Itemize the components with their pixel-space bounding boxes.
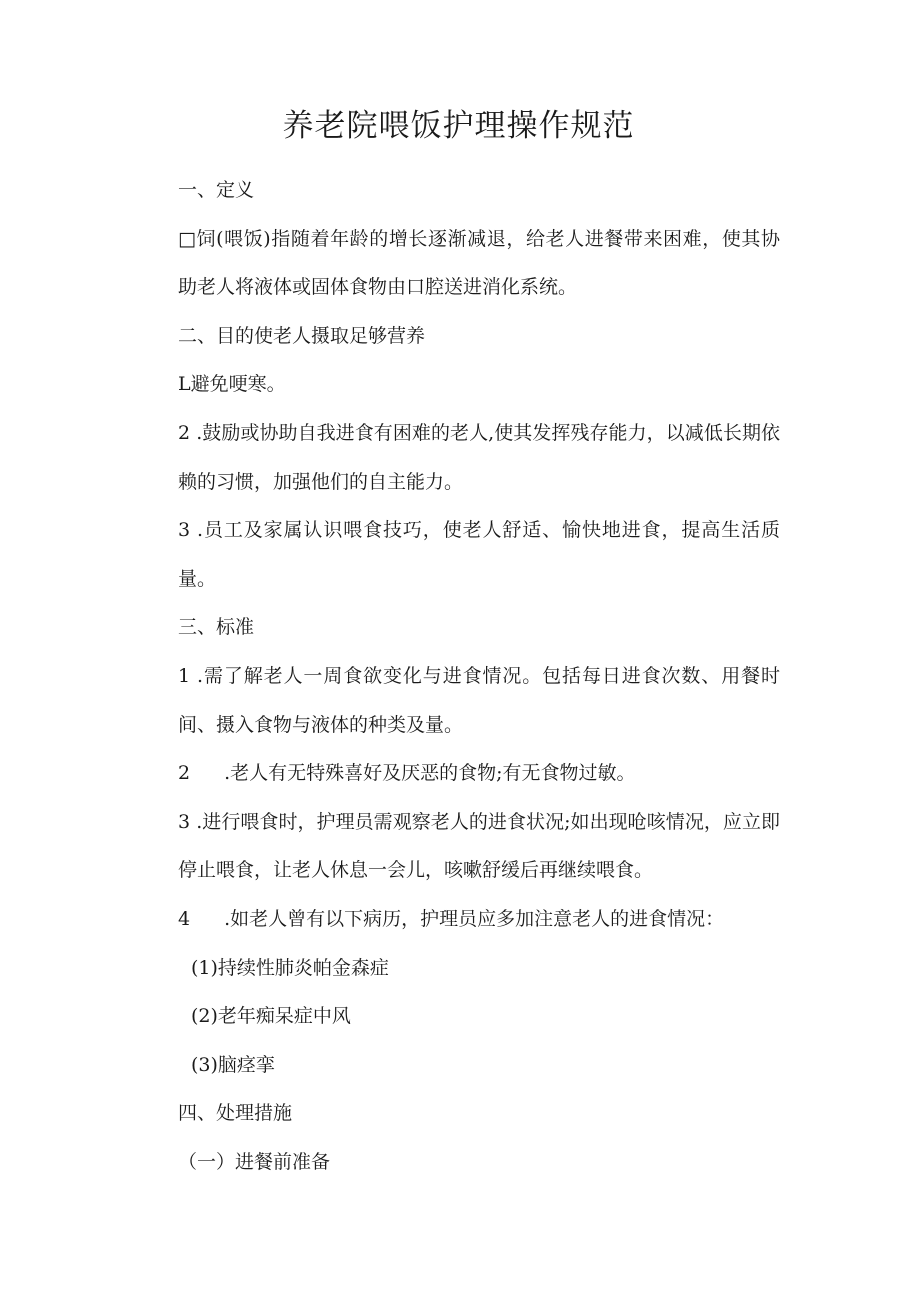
list-item-standard-1: [137, 652, 780, 749]
section-heading-measures: 四、处理措施: [178, 1102, 293, 1125]
list-number: 3: [178, 810, 191, 833]
list-text: .需了解老人一周食欲变化与进食情况。包括每日进食次数、用餐时间、摄入食物与液体的种类及量。: [178, 664, 780, 736]
list-item-purpose-2: [137, 409, 780, 506]
list-item-standard-4: [137, 895, 780, 944]
sub-item-1: (1)持续性肺炎帕金森症: [191, 956, 389, 979]
sub-item-3: (3)脑痉挛: [191, 1053, 275, 1076]
list-text: .老人有无特殊喜好及厌恶的食物;有无食物过敏。: [224, 762, 636, 785]
section-heading-definition: 一、定义: [178, 179, 255, 201]
list-number: 2: [178, 421, 191, 444]
list-number: 2: [178, 762, 191, 785]
list-item-standard-3: [137, 798, 780, 895]
list-item-standard-2: [137, 749, 780, 798]
paragraph-definition: □饲(喂饭)指随着年龄的增长逐渐减退，给老人进餐带来困难，使其协助老人将液体或固体食物由口腔送进消化系统。: [178, 227, 780, 299]
list-number: 1: [178, 664, 191, 687]
list-text: .员工及家属认识喂食技巧，使老人舒适、愉快地进食，提高生活质量。: [178, 519, 780, 590]
section-heading-standard: 三、标准: [178, 616, 255, 639]
section-heading-purpose: 二、目的使老人摄取足够营养: [178, 324, 426, 347]
sub-heading-preparation: （一）进餐前准备: [178, 1150, 331, 1173]
list-number: 4: [178, 907, 191, 930]
document-title: 养老院喂饭护理操作规范: [282, 108, 635, 144]
sub-item-2: (2)老年痴呆症中风: [191, 1005, 351, 1028]
list-number: 3: [178, 519, 191, 542]
list-text: .进行喂食时，护理员需观察老人的进食状况;如出现呛咳情况，应立即停止喂食，让老人休息一会儿，咳嗽舒缓后再继续喂食。: [178, 810, 780, 882]
list-item-purpose-1: L避免哽寒。: [178, 373, 286, 396]
list-item-purpose-3: [137, 506, 780, 603]
document-body: [137, 166, 780, 1186]
list-text: .鼓励或协助自我进食有困难的老人,使其发挥残存能力，以减低长期依赖的习惯，加强他们的自主能力。: [178, 421, 780, 493]
list-text: .如老人曾有以下病历，护理员应多加注意老人的进食情况：: [224, 907, 725, 930]
